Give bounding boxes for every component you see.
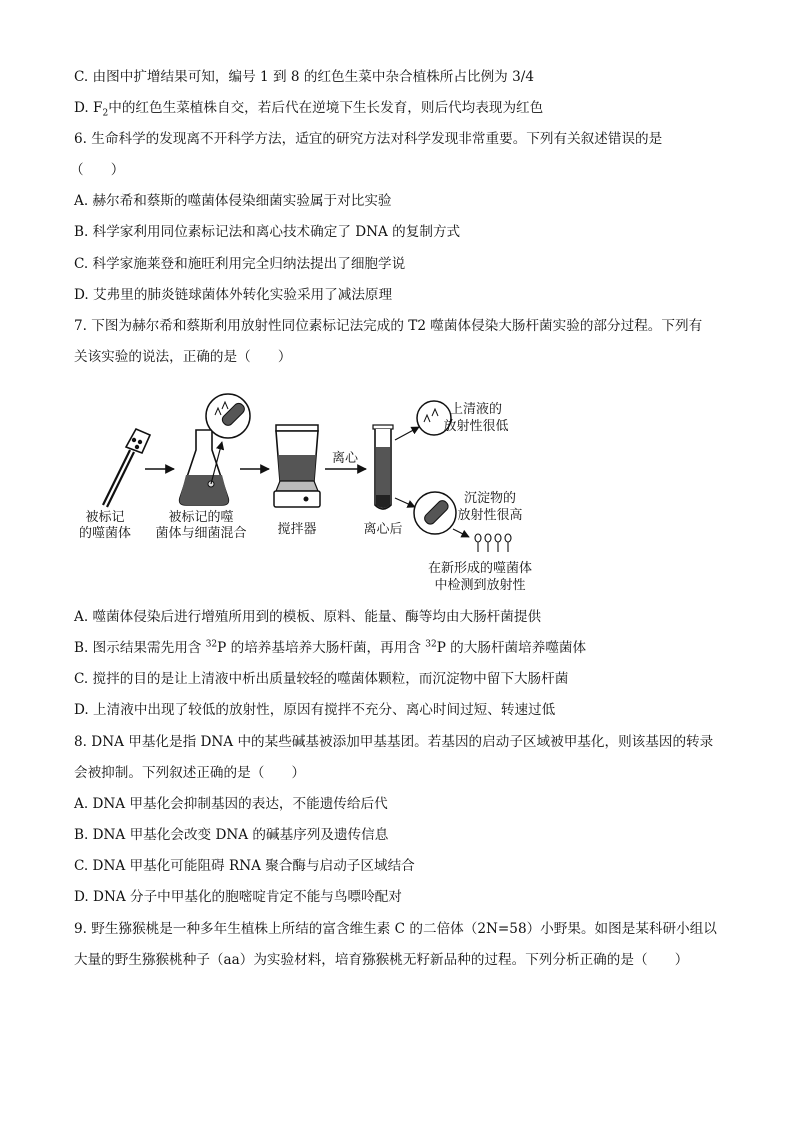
q8-option-b: B. DNA 甲基化会改变 DNA 的碱基序列及遗传信息: [74, 827, 389, 843]
q6-option-d: D. 艾弗里的肺炎链球菌体外转化实验采用了减法原理: [74, 287, 393, 303]
q5-option-d: [74, 98, 734, 118]
q8-option-d: D. DNA 分子中甲基化的胞嘧啶肯定不能与鸟嘌呤配对: [74, 889, 402, 905]
q7-option-b-part1: B. 图示结果需先用含: [74, 640, 206, 656]
infection-zoom-icon: [206, 394, 250, 438]
label-phage-line1: 被标记: [85, 510, 125, 525]
q8-stem-line1: 8. DNA 甲基化是指 DNA 中的某些碱基被添加甲基基团。若基因的启动子区域被甲基化，则该基因的转录: [74, 734, 714, 750]
q7-stem-line2: 关该实验的说法，正确的是（ ）: [74, 349, 292, 365]
q5-option-d-text: 中的红色生菜植株自交，若后代在逆境下生长发育，则后代均表现为红色: [108, 100, 544, 116]
q7-option-c: C. 搅拌的目的是让上清液中析出质量较轻的噬菌体颗粒，而沉淀物中留下大肠杆菌: [74, 671, 569, 687]
arrow-to-new-phages: [453, 529, 469, 537]
q7-option-d: D. 上清液中出现了较低的放射性，原因有搅拌不充分、离心时间过短、转速过低: [74, 702, 556, 718]
label-mix-line1: 被标记的噬: [168, 510, 234, 525]
label-after-centrifuge: 离心后: [363, 522, 403, 537]
blender-icon: [274, 425, 320, 507]
q6-option-b: B. 科学家利用同位素标记法和离心技术确定了 DNA 的复制方式: [74, 224, 461, 240]
new-phages-icon: [475, 534, 511, 552]
label-supernatant-line2: 放射性很低: [443, 419, 509, 434]
q9-stem-line2: 大量的野生猕猴桃种子（aa）为实验材料，培育猕猴桃无籽新品种的过程。下列分析正确的是（ ）: [74, 952, 689, 968]
label-sediment-line1: 沉淀物的: [463, 491, 517, 506]
label-new-phage-line1: 在新形成的噬菌体: [427, 561, 533, 576]
q6-option-a: A. 赫尔希和蔡斯的噬菌体侵染细菌实验属于对比实验: [74, 193, 392, 209]
phage-dropper-icon: [103, 429, 150, 507]
q5-option-d-prefix: D. F: [74, 100, 103, 116]
q7-option-b-sup1: 32: [205, 639, 218, 650]
q8-option-a: A. DNA 甲基化会抑制基因的表达，不能遗传给后代: [74, 796, 388, 812]
q7-option-b-part3: P 的大肠杆菌培养噬菌体: [436, 640, 587, 656]
centrifuge-tube-icon: [373, 425, 393, 509]
q9-stem-line1: 9. 野生猕猴桃是一种多年生植株上所结的富含维生素 C 的二倍体（2N=58）小野果。如图是某科研小组以: [74, 921, 717, 937]
arrow-to-sediment: [395, 498, 415, 507]
q6-stem: 6. 生命科学的发现离不开科学方法，适宜的研究方法对科学发现非常重要。下列有关叙述错误的是: [74, 131, 663, 147]
q5-option-d-subscript: 2: [102, 108, 109, 119]
phage-experiment-figure: [70, 385, 590, 600]
q6-answer-paren: （ ）: [70, 162, 125, 178]
q8-option-c: C. DNA 甲基化可能阻碍 RNA 聚合酶与启动子区域结合: [74, 858, 415, 874]
arrow-to-supernatant: [395, 427, 419, 440]
q7-stem-line1: 7. 下图为赫尔希和蔡斯利用放射性同位素标记法完成的 T2 噬菌体侵染大肠杆菌实验的部分过程。下列有: [74, 318, 703, 334]
q7-option-a: A. 噬菌体侵染后进行增殖所用到的模板、原料、能量、酶等均由大肠杆菌提供: [74, 609, 542, 625]
label-mix-line2: 菌体与细菌混合: [155, 526, 247, 541]
q6-option-c: C. 科学家施莱登和施旺利用完全归纳法提出了细胞学说: [74, 256, 406, 272]
q8-stem-line2: 会被抑制。下列叙述正确的是（ ）: [74, 765, 306, 781]
label-stirrer: 搅拌器: [277, 522, 317, 537]
label-centrifuge-arrow: 离心: [331, 451, 359, 466]
label-new-phage-line2: 中检测到放射性: [434, 578, 526, 593]
q7-option-b-part2: P 的培养基培养大肠杆菌，再用含: [217, 640, 426, 656]
q7-option-b: [74, 638, 734, 658]
flask-icon: [180, 430, 229, 505]
label-phage-line2: 的噬菌体: [78, 526, 132, 541]
q7-option-b-sup2: 32: [425, 639, 437, 650]
q5-option-c: C. 由图中扩增结果可知，编号 1 到 8 的红色生菜中杂合植株所占比例为 3/4: [74, 69, 534, 85]
phage-experiment-diagram: [70, 385, 590, 600]
label-sediment-line2: 放射性很高: [457, 508, 523, 523]
label-supernatant-line1: 上清液的: [449, 402, 503, 417]
sediment-zoom-icon: [414, 492, 456, 534]
